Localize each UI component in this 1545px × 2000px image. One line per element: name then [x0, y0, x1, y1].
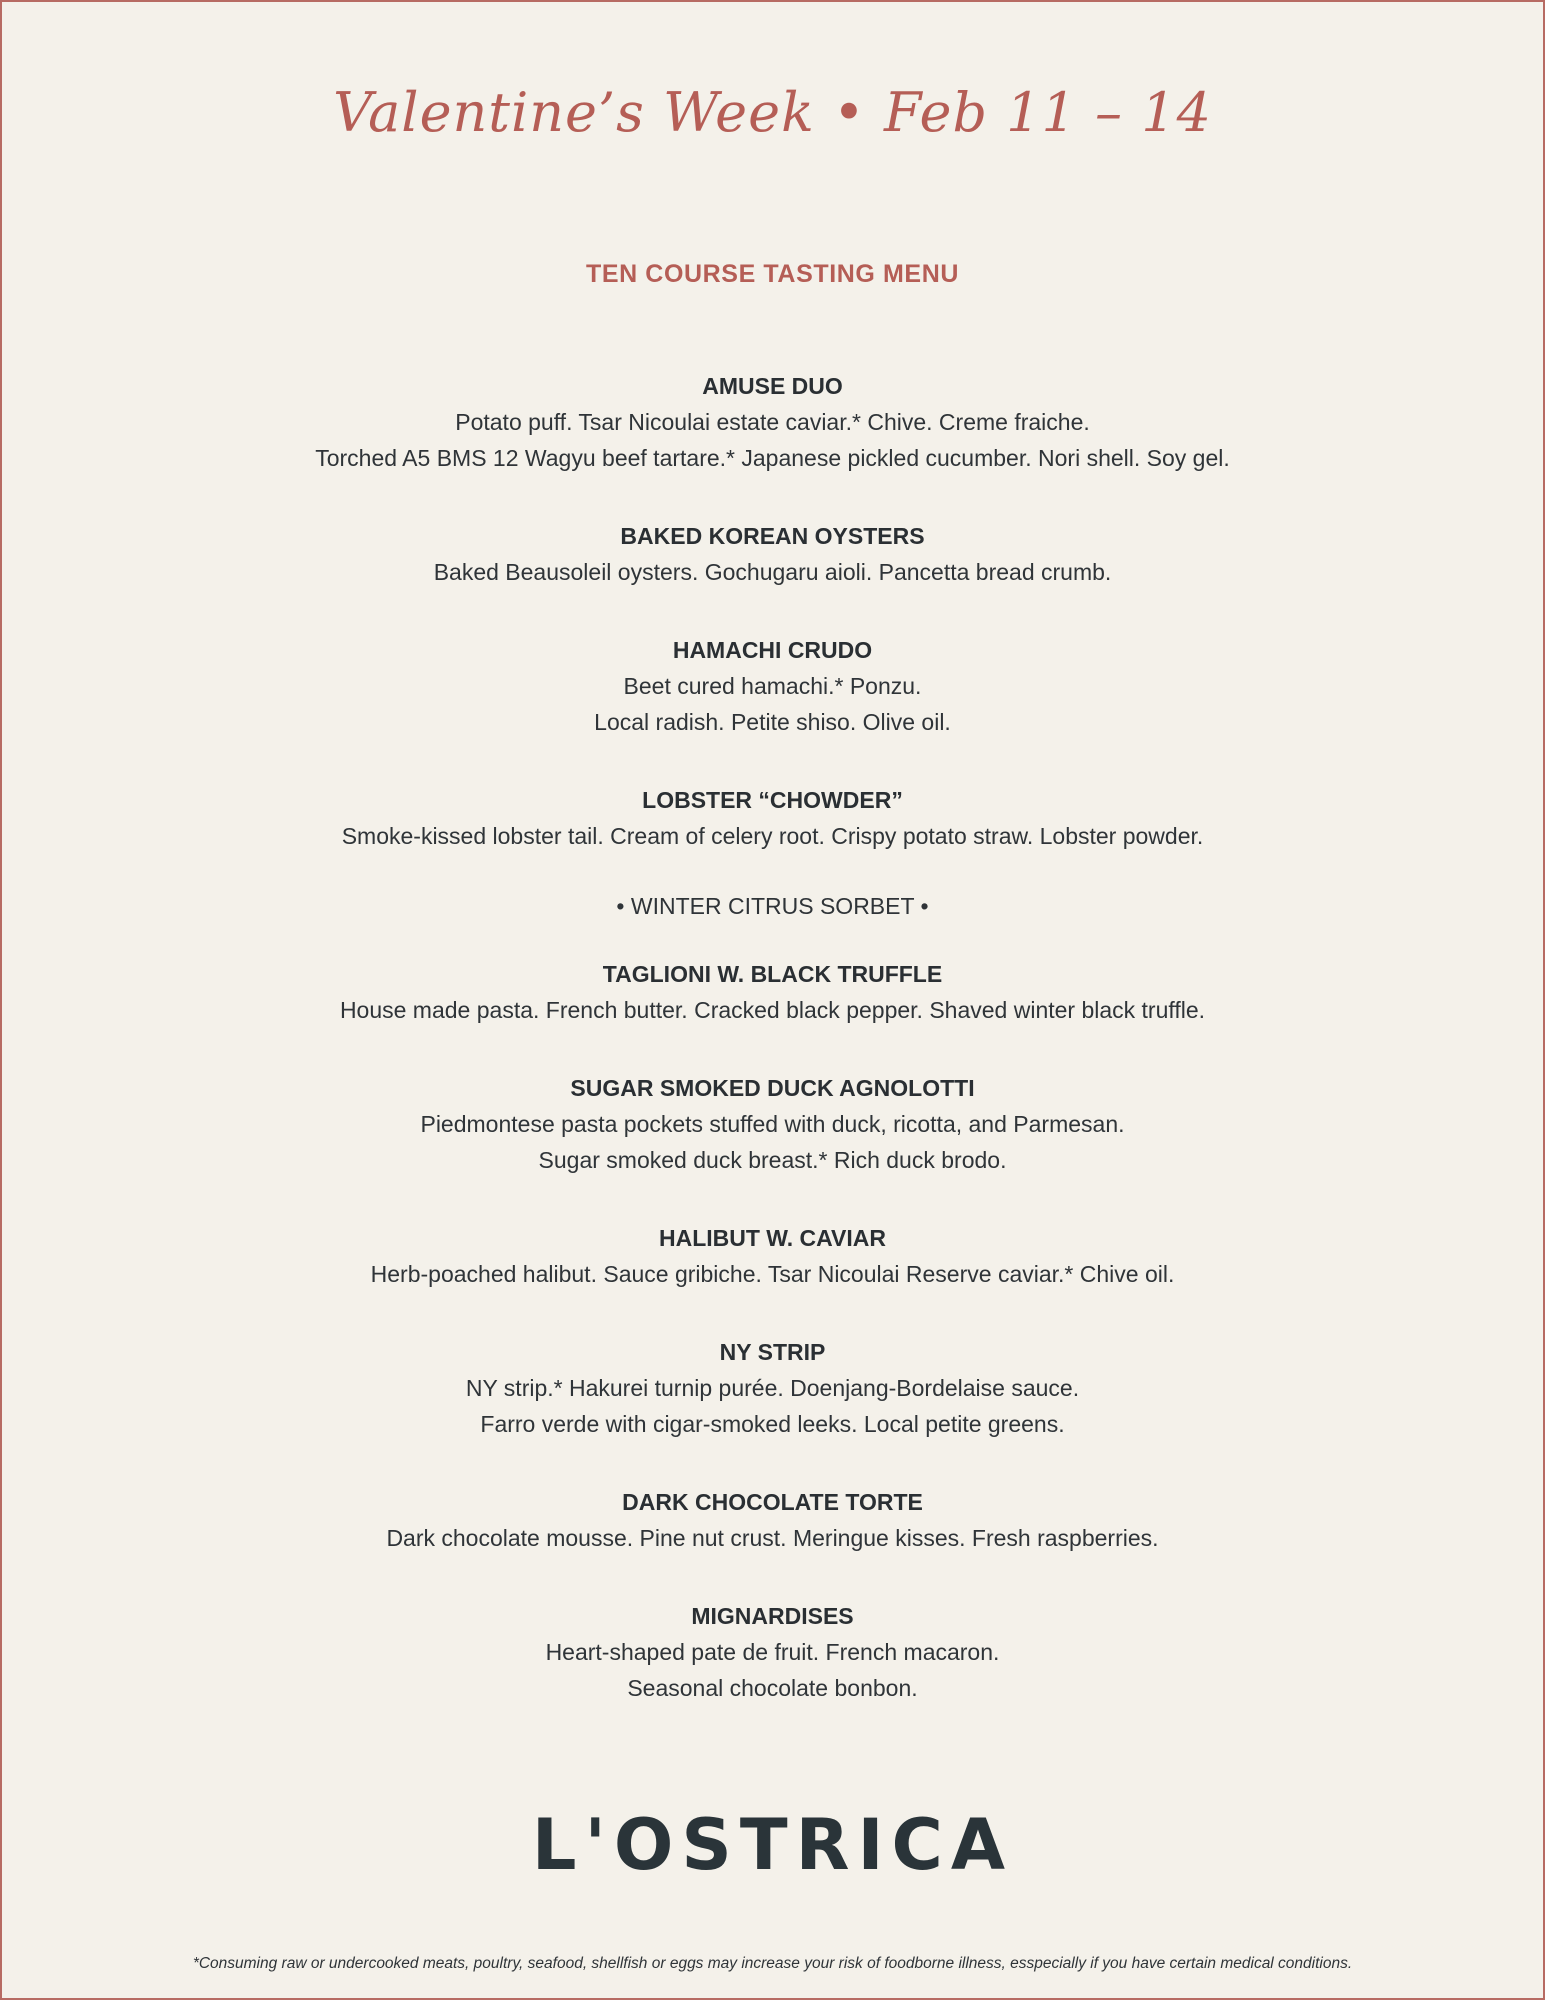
course-description: Heart-shaped pate de fruit. French macaron.	[545, 1639, 1000, 1665]
sorbet-interlude: • WINTER CITRUS SORBET •	[616, 893, 929, 919]
course-name: NY STRIP	[719, 1339, 826, 1365]
course-description: Torched A5 BMS 12 Wagyu beef tartare.* Japanese pickled cucumber. Nori shell. Soy gel.	[315, 445, 1230, 471]
restaurant-logo: L'OSTRICA	[531, 1804, 1014, 1886]
course-ny-strip	[2, 1334, 1543, 1442]
course-sugar-smoked-duck-agnolotti	[2, 1070, 1543, 1178]
menu-subtitle: TEN COURSE TASTING MENU	[585, 260, 960, 288]
page-title: Valentine’s Week • Feb 11 – 14	[333, 81, 1212, 144]
course-lobster-chowder	[2, 782, 1543, 854]
course-description: Herb-poached halibut. Sauce gribiche. Tsar Nicoulai Reserve caviar.* Chive oil.	[370, 1261, 1175, 1287]
course-mignardises	[2, 1598, 1543, 1706]
course-description: Farro verde with cigar-smoked leeks. Local petite greens.	[480, 1411, 1065, 1437]
course-description: Baked Beausoleil oysters. Gochugaru aioli. Pancetta bread crumb.	[433, 559, 1112, 585]
course-description: House made pasta. French butter. Cracked black pepper. Shaved winter black truffle.	[339, 997, 1206, 1023]
course-description: Sugar smoked duck breast.* Rich duck brodo.	[538, 1147, 1007, 1173]
course-amuse-duo	[2, 368, 1543, 476]
course-description: NY strip.* Hakurei turnip purée. Doenjang-Bordelaise sauce.	[465, 1375, 1080, 1401]
course-description: Seasonal chocolate bonbon.	[627, 1675, 918, 1701]
course-halibut-caviar	[2, 1220, 1543, 1292]
course-list	[2, 368, 1543, 1748]
course-name: HALIBUT W. CAVIAR	[658, 1225, 886, 1251]
food-safety-disclaimer: *Consuming raw or undercooked meats, poultry, seafood, shellfish or eggs may increase your risk of foodborne illness, esspecially if you have certain medical conditions.	[192, 1955, 1353, 1972]
course-description: Dark chocolate mousse. Pine nut crust. Meringue kisses. Fresh raspberries.	[386, 1525, 1159, 1551]
course-name: BAKED KOREAN OYSTERS	[620, 523, 925, 549]
course-name: AMUSE DUO	[702, 373, 843, 399]
course-description: Potato puff. Tsar Nicoulai estate caviar.* Chive. Creme fraiche.	[455, 409, 1090, 435]
course-description: Piedmontese pasta pockets stuffed with duck, ricotta, and Parmesan.	[420, 1111, 1125, 1137]
course-baked-korean-oysters	[2, 518, 1543, 590]
course-description: Smoke-kissed lobster tail. Cream of celery root. Crispy potato straw. Lobster powder.	[341, 823, 1204, 849]
course-name: MIGNARDISES	[691, 1603, 854, 1629]
course-hamachi-crudo	[2, 632, 1543, 740]
course-dark-chocolate-torte	[2, 1484, 1543, 1556]
course-name: SUGAR SMOKED DUCK AGNOLOTTI	[570, 1075, 975, 1101]
course-name: HAMACHI CRUDO	[672, 637, 873, 663]
course-taglioni-black-truffle	[2, 956, 1543, 1028]
course-name: DARK CHOCOLATE TORTE	[622, 1489, 923, 1515]
course-name: TAGLIONI W. BLACK TRUFFLE	[602, 961, 943, 987]
course-name: LOBSTER “CHOWDER”	[642, 787, 903, 813]
course-description: Beet cured hamachi.* Ponzu.	[623, 673, 922, 699]
course-description: Local radish. Petite shiso. Olive oil.	[594, 709, 951, 735]
